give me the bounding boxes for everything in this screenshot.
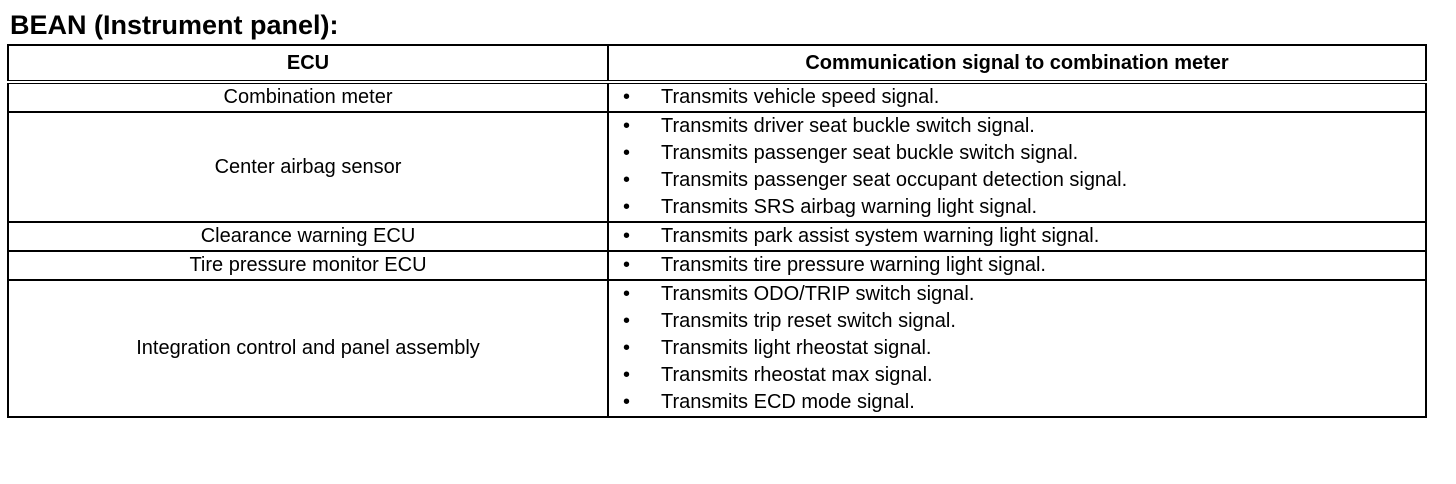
bullet-icon: • <box>623 115 631 137</box>
signal-item <box>609 389 1425 416</box>
bullet-icon: • <box>623 310 631 332</box>
signal-cell <box>608 222 1426 251</box>
signal-list <box>609 113 1425 221</box>
signal-item <box>609 223 1425 250</box>
signal-text: Transmits trip reset switch signal. <box>661 310 956 332</box>
ecu-name: Center airbag sensor <box>8 112 608 222</box>
signal-text: Transmits ECD mode signal. <box>661 391 915 413</box>
bullet-icon: • <box>623 283 631 305</box>
header-signal: Communication signal to combination meter <box>608 45 1426 82</box>
table-row <box>8 82 1426 112</box>
table-row <box>8 222 1426 251</box>
signal-item <box>609 335 1425 362</box>
signal-cell <box>608 82 1426 112</box>
bullet-icon: • <box>623 391 631 413</box>
table-row <box>8 112 1426 222</box>
bullet-icon: • <box>623 169 631 191</box>
ecu-signal-table <box>7 44 1427 418</box>
signal-list <box>609 223 1425 250</box>
bullet-icon: • <box>623 254 631 276</box>
signal-item <box>609 167 1425 194</box>
ecu-name: Tire pressure monitor ECU <box>8 251 608 280</box>
header-ecu: ECU <box>8 45 608 82</box>
bullet-icon: • <box>623 196 631 218</box>
signal-item <box>609 84 1425 111</box>
signal-text: Transmits park assist system warning light signal. <box>661 225 1100 247</box>
signal-text: Transmits driver seat buckle switch signal. <box>661 115 1035 137</box>
signal-list <box>609 84 1425 111</box>
ecu-name: Integration control and panel assembly <box>8 280 608 417</box>
signal-cell <box>608 112 1426 222</box>
ecu-name: Clearance warning ECU <box>8 222 608 251</box>
table-row <box>8 280 1426 417</box>
signal-item <box>609 308 1425 335</box>
signal-item <box>609 281 1425 308</box>
signal-list <box>609 252 1425 279</box>
signal-text: Transmits tire pressure warning light signal. <box>661 254 1046 276</box>
signal-cell <box>608 280 1426 417</box>
signal-item <box>609 252 1425 279</box>
signal-text: Transmits vehicle speed signal. <box>661 86 940 108</box>
signal-item <box>609 194 1425 221</box>
signal-list <box>609 281 1425 416</box>
bullet-icon: • <box>623 364 631 386</box>
signal-text: Transmits passenger seat occupant detection signal. <box>661 169 1128 191</box>
signal-text: Transmits light rheostat signal. <box>661 337 932 359</box>
signal-text: Transmits ODO/TRIP switch signal. <box>661 283 975 305</box>
signal-text: Transmits SRS airbag warning light signal. <box>661 196 1038 218</box>
bullet-icon: • <box>623 142 631 164</box>
page-title: BEAN (Instrument panel): <box>10 10 339 40</box>
signal-item <box>609 362 1425 389</box>
table-header-row <box>8 45 1426 82</box>
signal-text: Transmits passenger seat buckle switch signal. <box>661 142 1079 164</box>
signal-item <box>609 113 1425 140</box>
signal-cell <box>608 251 1426 280</box>
table-row <box>8 251 1426 280</box>
signal-text: Transmits rheostat max signal. <box>661 364 933 386</box>
ecu-name: Combination meter <box>8 82 608 112</box>
bullet-icon: • <box>623 225 631 247</box>
bullet-icon: • <box>623 337 631 359</box>
signal-item <box>609 140 1425 167</box>
bullet-icon: • <box>623 86 631 108</box>
